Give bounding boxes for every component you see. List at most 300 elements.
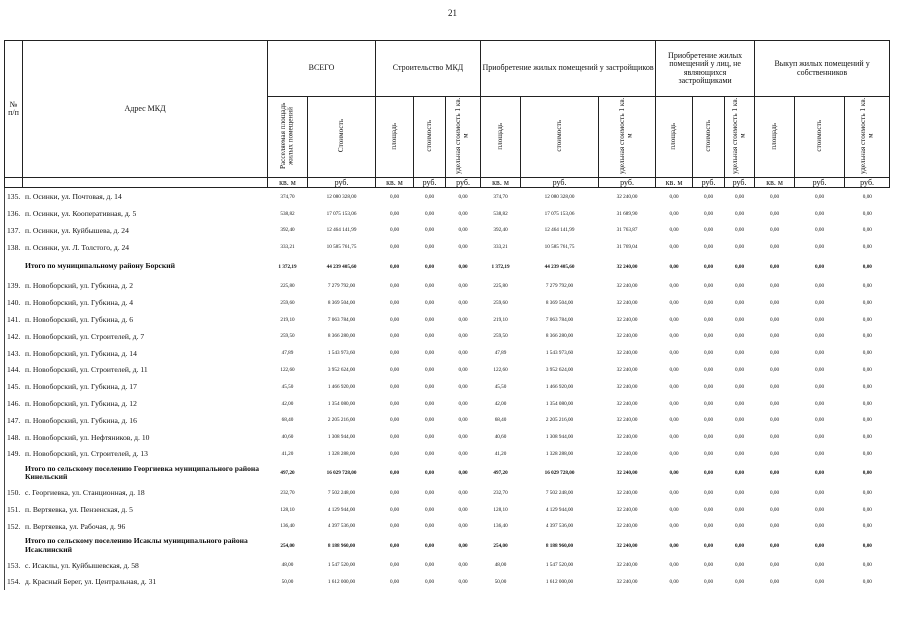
cell-value: 0,00 <box>862 383 872 390</box>
cell-value: 0,00 <box>770 523 780 530</box>
cell-value: 0,00 <box>458 193 468 200</box>
cell-value: 0,00 <box>458 470 468 477</box>
cell-value: 0,00 <box>389 489 400 496</box>
cell-value: 0,00 <box>669 578 679 585</box>
cell-value: 0,00 <box>862 350 872 357</box>
cell-value: 0,00 <box>735 434 745 441</box>
subheader-label: стоимость <box>554 120 563 152</box>
cell-value: 0,00 <box>704 210 714 217</box>
row-address: п. Новоборский, ул. Губкина, д. 14 <box>25 348 137 358</box>
cell-value: 0,00 <box>815 450 825 457</box>
cell-value: 0,00 <box>389 210 400 217</box>
cell-value: 0,00 <box>669 562 679 569</box>
subheader-2 <box>376 97 414 178</box>
unit-blank <box>5 178 23 188</box>
table-row <box>5 362 890 379</box>
header-group-nondeveloper-purchase: Приобретение жилых помещений у лиц, не являющихся застройщиками <box>656 41 755 97</box>
row-number: 135. <box>5 188 23 205</box>
cell-value: 8 366 280,00 <box>545 333 574 340</box>
cell-value: 232,70 <box>280 489 295 496</box>
row-number: 140. <box>5 294 23 311</box>
cell-value: 0,00 <box>770 450 780 457</box>
cell-value: 32 240,00 <box>616 450 638 457</box>
row-address: Итого по муниципальному району Борский <box>25 261 176 271</box>
row-address: п. Новоборский, ул. Губкина, д. 2 <box>25 281 134 291</box>
cell-value: 32 240,00 <box>616 193 638 200</box>
cell-value: 538,82 <box>493 210 508 217</box>
cell-value: 0,00 <box>770 299 780 306</box>
table-row <box>5 557 890 574</box>
cell-value: 1 547 520,00 <box>545 562 574 569</box>
cell-value: 0,00 <box>389 450 400 457</box>
cell-value: 32 240,00 <box>616 366 638 373</box>
cell-value: 4 397 536,00 <box>327 523 356 530</box>
cell-value: 8 366 280,00 <box>327 333 356 340</box>
cell-value: 0,00 <box>815 350 825 357</box>
subheader-6 <box>521 97 599 178</box>
cell-value: 0,00 <box>704 333 714 340</box>
cell-value: 0,00 <box>669 350 679 357</box>
cell-value: 0,00 <box>424 400 435 407</box>
cell-value: 0,00 <box>735 400 745 407</box>
row-address: п. Новоборский, ул. Строителей, д. 7 <box>25 331 145 341</box>
cell-value: 0,00 <box>669 316 679 323</box>
cell-value: 1 612 000,00 <box>327 578 356 585</box>
cell-value: 0,00 <box>862 282 872 289</box>
cell-value: 32 240,00 <box>616 417 638 424</box>
subheader-label: удельная стоимость 1 кв. м <box>858 97 875 175</box>
cell-value: 232,70 <box>493 489 508 496</box>
cell-value: 0,00 <box>862 193 872 200</box>
row-address: п. Новоборский, ул. Строителей, д. 13 <box>25 449 148 459</box>
cell-value: 32 240,00 <box>616 506 638 513</box>
cell-value: 0,00 <box>669 193 679 200</box>
row-number: 143. <box>5 345 23 362</box>
table-row <box>5 294 890 311</box>
cell-value: 0,00 <box>389 366 400 373</box>
cell-value: 0,00 <box>770 542 780 549</box>
cell-value: 333,21 <box>280 244 295 251</box>
table-row <box>5 429 890 446</box>
row-number: 149. <box>5 446 23 463</box>
cell-value: 12 080 328,00 <box>326 193 357 200</box>
header-group-buyout: Выкуп жилых помещений у собственников <box>755 41 890 97</box>
cell-value: 0,00 <box>424 434 435 441</box>
row-address: п. Новоборский, ул. Губкина, д. 17 <box>25 382 137 392</box>
cell-value: 219,10 <box>493 316 508 323</box>
cell-value: 0,00 <box>704 470 714 477</box>
subheader-13 <box>845 97 890 178</box>
unit-10: руб. <box>725 178 755 188</box>
cell-value: 0,00 <box>770 489 780 496</box>
cell-value: 0,00 <box>458 400 468 407</box>
cell-value: 0,00 <box>704 542 714 549</box>
cell-value: 0,00 <box>704 562 714 569</box>
cell-value: 392,40 <box>493 227 508 234</box>
cell-value: 0,00 <box>815 244 825 251</box>
cell-value: 31 689,90 <box>616 210 638 217</box>
cell-value: 538,82 <box>280 210 295 217</box>
cell-value: 32 240,00 <box>616 542 638 549</box>
cell-value: 0,00 <box>735 470 745 477</box>
cell-value: 0,00 <box>735 450 745 457</box>
cell-value: 4 397 536,00 <box>545 523 574 530</box>
cell-value: 0,00 <box>424 193 435 200</box>
row-address: п. Новоборский, ул. Строителей, д. 11 <box>25 365 148 375</box>
cell-value: 0,00 <box>389 316 400 323</box>
row-address: п. Осинки, ул. Л. Толстого, д. 24 <box>25 242 130 252</box>
header-group-developer-purchase: Приобретение жилых помещений у застройщиков <box>481 41 656 97</box>
unit-13: руб. <box>845 178 890 188</box>
subheader-label: площадь <box>495 122 504 150</box>
cell-value: 0,00 <box>389 333 400 340</box>
row-address: с. Георгиевка, ул. Станционная, д. 18 <box>25 488 145 498</box>
cell-value: 0,00 <box>770 193 780 200</box>
cell-value: 497,20 <box>280 470 295 477</box>
cell-value: 0,00 <box>458 523 468 530</box>
cell-value: 32 240,00 <box>616 400 638 407</box>
cell-value: 225,80 <box>280 282 295 289</box>
cell-value: 68,40 <box>281 417 294 424</box>
subheader-9 <box>693 97 725 178</box>
cell-value: 41,20 <box>281 450 294 457</box>
cell-value: 0,00 <box>669 434 679 441</box>
cell-value: 0,00 <box>704 578 714 585</box>
cell-value: 374,70 <box>493 193 508 200</box>
cell-value: 0,00 <box>389 263 400 270</box>
cell-value: 0,00 <box>458 333 468 340</box>
cell-value: 47,89 <box>494 350 507 357</box>
cell-value: 259,60 <box>493 299 508 306</box>
cell-value: 0,00 <box>735 263 745 270</box>
header-num: № п/п <box>5 41 23 178</box>
cell-value: 0,00 <box>862 562 872 569</box>
subheader-label: площадь <box>669 122 678 150</box>
cell-value: 1 372,19 <box>278 263 297 270</box>
cell-value: 128,10 <box>280 506 295 513</box>
cell-value: 32 240,00 <box>616 350 638 357</box>
row-address: п. Вертяевка, ул. Пензенская, д. 5 <box>25 505 133 515</box>
cell-value: 254,00 <box>493 542 508 549</box>
cell-value: 0,00 <box>458 383 468 390</box>
cell-value: 1 543 973,60 <box>327 350 356 357</box>
cell-value: 17 075 153,06 <box>544 210 575 217</box>
unit-3: руб. <box>414 178 446 188</box>
cell-value: 8 369 504,00 <box>545 299 574 306</box>
table-row <box>5 311 890 328</box>
subheader-3 <box>414 97 446 178</box>
cell-value: 0,00 <box>389 470 400 477</box>
cell-value: 259,50 <box>493 333 508 340</box>
cell-value: 0,00 <box>389 506 400 513</box>
cell-value: 41,20 <box>494 450 507 457</box>
cell-value: 0,00 <box>389 244 400 251</box>
total-row <box>5 462 890 484</box>
cell-value: 0,00 <box>669 210 679 217</box>
cell-value: 0,00 <box>735 542 745 549</box>
cell-value: 0,00 <box>862 299 872 306</box>
cell-value: 0,00 <box>815 523 825 530</box>
cell-value: 7 279 792,00 <box>327 282 356 289</box>
cell-value: 1 372,19 <box>491 263 510 270</box>
cell-value: 0,00 <box>815 400 825 407</box>
cell-value: 42,00 <box>281 400 294 407</box>
row-number: 139. <box>5 278 23 295</box>
cell-value: 0,00 <box>458 366 468 373</box>
cell-value: 1 354 080,00 <box>545 400 574 407</box>
cell-value: 0,00 <box>424 417 435 424</box>
subheader-10 <box>725 97 755 178</box>
cell-value: 0,00 <box>389 562 400 569</box>
row-number: 153. <box>5 557 23 574</box>
cell-value: 0,00 <box>862 523 872 530</box>
cell-value: 0,00 <box>770 383 780 390</box>
cell-value: 0,00 <box>770 263 780 270</box>
header-address: Адрес МКД <box>23 41 268 178</box>
header-group-construction: Строительство МКД <box>376 41 481 97</box>
cell-value: 0,00 <box>815 489 825 496</box>
cell-value: 0,00 <box>669 299 679 306</box>
cell-value: 0,00 <box>424 489 435 496</box>
cell-value: 0,00 <box>389 417 400 424</box>
cell-value: 10 585 761,75 <box>326 244 357 251</box>
cell-value: 0,00 <box>389 383 400 390</box>
cell-value: 16 029 728,00 <box>544 470 575 477</box>
cell-value: 0,00 <box>389 434 400 441</box>
unit-0: кв. м <box>268 178 308 188</box>
cell-value: 7 502 248,00 <box>327 489 356 496</box>
cell-value: 0,00 <box>389 542 400 549</box>
table-row <box>5 574 890 591</box>
cell-value: 0,00 <box>770 578 780 585</box>
row-number: 144. <box>5 362 23 379</box>
cell-value: 0,00 <box>389 400 400 407</box>
cell-value: 0,00 <box>770 227 780 234</box>
table-row <box>5 395 890 412</box>
cell-value: 0,00 <box>424 299 435 306</box>
cell-value: 0,00 <box>669 523 679 530</box>
cell-value: 0,00 <box>458 299 468 306</box>
cell-value: 0,00 <box>770 562 780 569</box>
cell-value: 0,00 <box>669 333 679 340</box>
cell-value: 0,00 <box>815 366 825 373</box>
cell-value: 45,50 <box>281 383 294 390</box>
cell-value: 0,00 <box>815 383 825 390</box>
cell-value: 32 240,00 <box>616 299 638 306</box>
cell-value: 0,00 <box>424 562 435 569</box>
cell-value: 0,00 <box>815 333 825 340</box>
subheader-5 <box>481 97 521 178</box>
cell-value: 0,00 <box>735 562 745 569</box>
row-address: п. Осинки, ул. Куйбышева, д. 24 <box>25 225 129 235</box>
cell-value: 0,00 <box>389 578 400 585</box>
table-row <box>5 484 890 501</box>
cell-value: 12 080 328,00 <box>544 193 575 200</box>
cell-value: 136,40 <box>280 523 295 530</box>
cell-value: 136,40 <box>493 523 508 530</box>
cell-value: 0,00 <box>424 450 435 457</box>
cell-value: 8 188 960,00 <box>545 542 574 549</box>
cell-value: 0,00 <box>770 417 780 424</box>
cell-value: 0,00 <box>669 470 679 477</box>
cell-value: 0,00 <box>770 316 780 323</box>
subheader-4 <box>446 97 481 178</box>
row-address: п. Вертяевка, ул. Рабочая, д. 96 <box>25 521 126 531</box>
cell-value: 1 308 944,00 <box>545 434 574 441</box>
row-address: п. Новоборский, ул. Губкина, д. 16 <box>25 415 137 425</box>
cell-value: 3 952 624,00 <box>327 366 356 373</box>
cell-value: 32 240,00 <box>616 282 638 289</box>
cell-value: 68,40 <box>494 417 507 424</box>
cell-value: 0,00 <box>389 282 400 289</box>
cell-value: 0,00 <box>815 193 825 200</box>
cell-value: 10 585 761,75 <box>544 244 575 251</box>
cell-value: 0,00 <box>389 227 400 234</box>
table-row <box>5 239 890 256</box>
row-address: п. Новоборский, ул. Нефтяников, д. 10 <box>25 432 150 442</box>
cell-value: 42,00 <box>494 400 507 407</box>
cell-value: 0,00 <box>770 366 780 373</box>
cell-value: 0,00 <box>424 542 435 549</box>
cell-value: 0,00 <box>735 282 745 289</box>
cell-value: 0,00 <box>862 244 872 251</box>
cell-value: 0,00 <box>815 316 825 323</box>
cell-value: 0,00 <box>770 350 780 357</box>
row-address: Итого по сельскому поселению Исаклы муниципального района Исаклинский <box>25 536 248 554</box>
unit-12: руб. <box>795 178 845 188</box>
cell-value: 48,00 <box>281 562 294 569</box>
cell-value: 0,00 <box>424 470 435 477</box>
cell-value: 0,00 <box>735 383 745 390</box>
table-row <box>5 518 890 535</box>
row-address: д. Красный Берег, ул. Центральная, д. 31 <box>25 577 157 587</box>
subheader-label: стоимость <box>424 120 433 152</box>
cell-value: 0,00 <box>735 350 745 357</box>
cell-value: 0,00 <box>735 366 745 373</box>
cell-value: 0,00 <box>862 506 872 513</box>
cell-value: 0,00 <box>815 227 825 234</box>
cell-value: 0,00 <box>669 282 679 289</box>
cell-value: 0,00 <box>704 282 714 289</box>
cell-value: 40,60 <box>281 434 294 441</box>
cell-value: 0,00 <box>735 193 745 200</box>
cell-value: 0,00 <box>458 542 468 549</box>
cell-value: 0,00 <box>424 244 435 251</box>
row-address: п. Новоборский, ул. Губкина, д. 6 <box>25 315 134 325</box>
cell-value: 0,00 <box>704 366 714 373</box>
subheader-0 <box>268 97 308 178</box>
table-row <box>5 222 890 239</box>
cell-value: 50,00 <box>281 578 294 585</box>
cell-value: 0,00 <box>424 366 435 373</box>
cell-value: 0,00 <box>389 350 400 357</box>
row-address: с. Исаклы, ул. Куйбышевская, д. 58 <box>25 560 139 570</box>
cell-value: 0,00 <box>735 299 745 306</box>
cell-value: 1 328 288,00 <box>327 450 356 457</box>
cell-value: 44 239 405,60 <box>326 263 357 270</box>
cell-value: 0,00 <box>815 417 825 424</box>
cell-value: 0,00 <box>704 400 714 407</box>
row-number <box>5 462 23 484</box>
unit-4: руб. <box>446 178 481 188</box>
cell-value: 0,00 <box>815 263 825 270</box>
cell-value: 122,60 <box>493 366 508 373</box>
cell-value: 0,00 <box>770 282 780 289</box>
cell-value: 497,20 <box>493 470 508 477</box>
unit-2: кв. м <box>376 178 414 188</box>
subheader-label: стоимость <box>814 120 823 152</box>
cell-value: 0,00 <box>862 470 872 477</box>
cell-value: 0,00 <box>815 578 825 585</box>
cell-value: 0,00 <box>424 263 435 270</box>
cell-value: 392,40 <box>280 227 295 234</box>
cell-value: 31 769,04 <box>616 244 638 251</box>
cell-value: 0,00 <box>735 489 745 496</box>
cell-value: 2 205 216,00 <box>545 417 574 424</box>
row-number: 151. <box>5 501 23 518</box>
cell-value: 0,00 <box>815 506 825 513</box>
cell-value: 0,00 <box>669 366 679 373</box>
table-row <box>5 328 890 345</box>
cell-value: 0,00 <box>704 227 714 234</box>
cell-value: 1 466 920,00 <box>545 383 574 390</box>
cell-value: 0,00 <box>424 578 435 585</box>
cell-value: 0,00 <box>862 227 872 234</box>
cell-value: 8 369 504,00 <box>327 299 356 306</box>
row-number: 137. <box>5 222 23 239</box>
table-row <box>5 412 890 429</box>
cell-value: 8 188 960,00 <box>327 542 356 549</box>
cell-value: 40,60 <box>494 434 507 441</box>
subheader-label: Расселяемая площадь жилых помещений <box>278 102 295 170</box>
unit-7: руб. <box>599 178 656 188</box>
cell-value: 0,00 <box>735 316 745 323</box>
cell-value: 0,00 <box>770 333 780 340</box>
cell-value: 0,00 <box>770 244 780 251</box>
row-address: п. Осинки, ул. Кооперативная, д. 5 <box>25 209 137 219</box>
cell-value: 0,00 <box>815 434 825 441</box>
cell-value: 0,00 <box>704 244 714 251</box>
cell-value: 0,00 <box>458 417 468 424</box>
cell-value: 1 547 520,00 <box>327 562 356 569</box>
unit-blank <box>23 178 268 188</box>
row-number: 136. <box>5 205 23 222</box>
cell-value: 32 240,00 <box>616 489 638 496</box>
cell-value: 219,10 <box>280 316 295 323</box>
cell-value: 0,00 <box>669 489 679 496</box>
cell-value: 0,00 <box>862 333 872 340</box>
cell-value: 16 029 728,00 <box>326 470 357 477</box>
table-row <box>5 278 890 295</box>
cell-value: 0,00 <box>862 542 872 549</box>
cell-value: 0,00 <box>815 282 825 289</box>
cell-value: 0,00 <box>862 316 872 323</box>
row-number: 138. <box>5 239 23 256</box>
cell-value: 333,21 <box>493 244 508 251</box>
cell-value: 12 464 141,99 <box>544 227 575 234</box>
subheader-7 <box>599 97 656 178</box>
cell-value: 32 240,00 <box>616 316 638 323</box>
cell-value: 128,10 <box>493 506 508 513</box>
cell-value: 0,00 <box>704 417 714 424</box>
cell-value: 0,00 <box>458 244 468 251</box>
subheader-label: удельная стоимость 1 кв. м <box>454 97 471 175</box>
cell-value: 0,00 <box>389 523 400 530</box>
subheader-label: площадь <box>389 122 398 150</box>
cell-value: 0,00 <box>815 562 825 569</box>
header-group-total: ВСЕГО <box>268 41 376 97</box>
cell-value: 0,00 <box>669 506 679 513</box>
